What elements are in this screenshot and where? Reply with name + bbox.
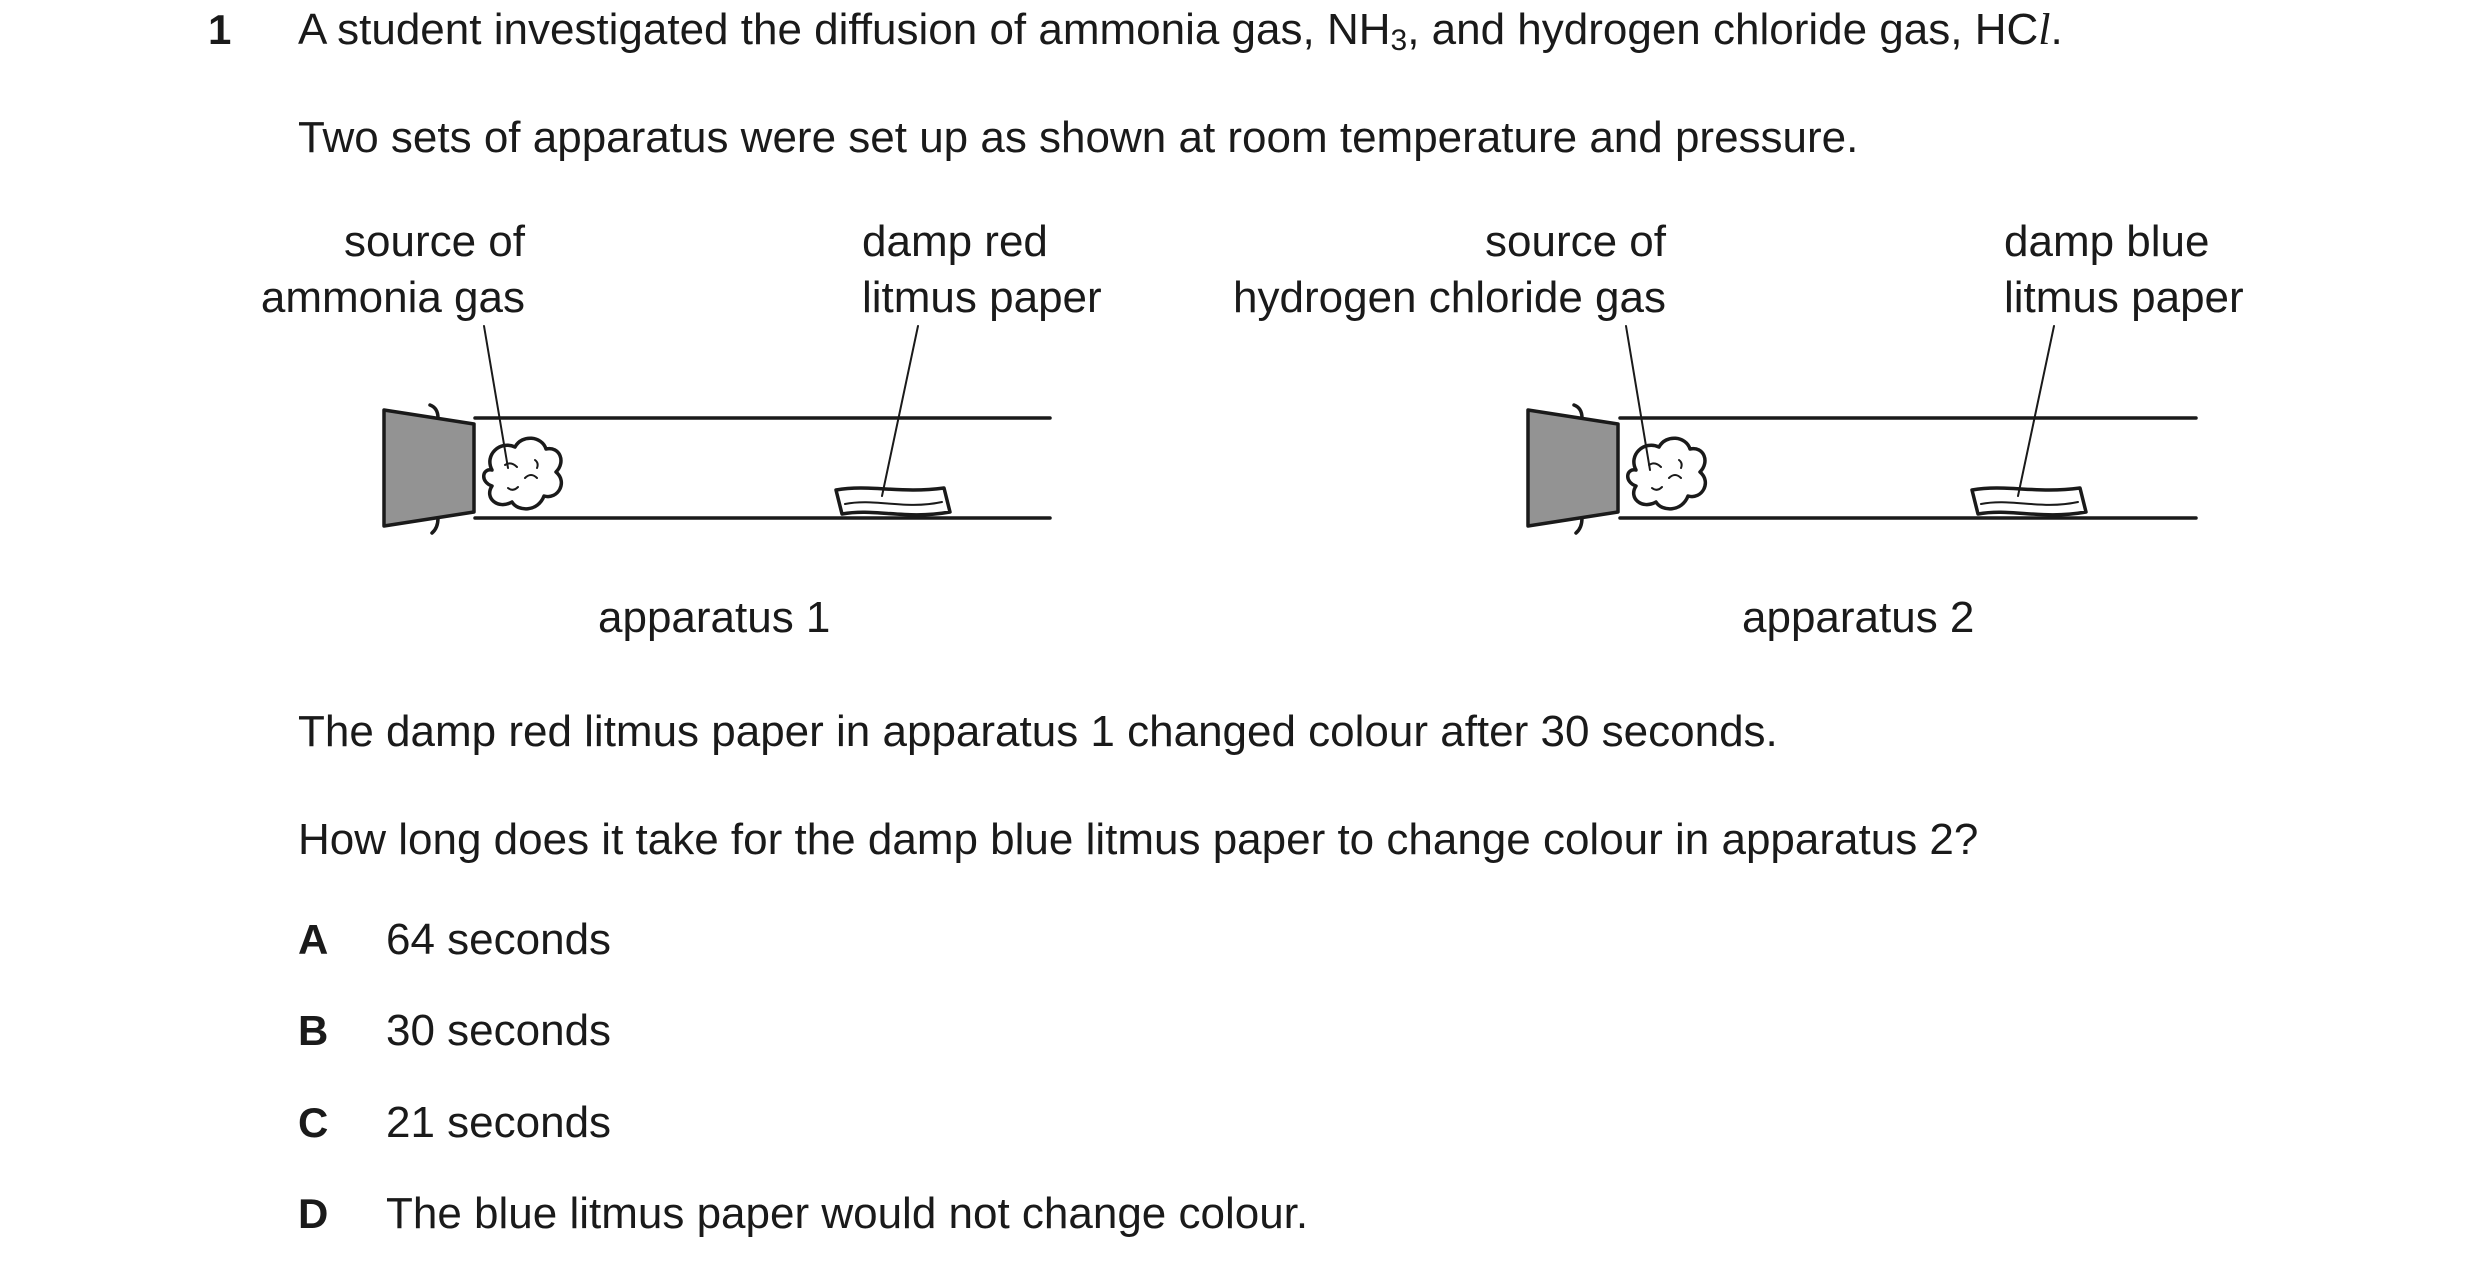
apparatus1-cotton-wool [484,438,562,509]
option-text: 64 seconds [386,915,612,964]
apparatus2-paper-line1: damp blue [2004,217,2210,266]
option-text: 21 seconds [386,1098,612,1147]
apparatus2-source-line1: source of [1485,217,1666,266]
intro-text-1: A student investigated the diffusion of ammonia gas, NH [298,5,1391,54]
prompt-text: How long does it take for the damp blue litmus paper to change colour in apparatus 2? [298,815,1979,864]
apparatus1-source-line2: ammonia gas [260,273,525,322]
apparatus1-source-pointer [484,326,508,468]
apparatus1-caption: apparatus 1 [598,593,831,642]
apparatus2-caption: apparatus 2 [1742,593,1975,642]
option-letter: D [298,1190,329,1237]
apparatus2-litmus-paper [1972,488,2086,515]
option-letter: B [298,1007,329,1054]
apparatus1-paper-pointer [882,326,918,496]
apparatus2-stopper [1528,410,1618,526]
apparatus1-drawing [384,326,1050,533]
statement-text: The damp red litmus paper in apparatus 1 changed colour after 30 seconds. [298,707,1778,756]
option-text: 30 seconds [386,1006,612,1055]
option-letter: A [298,916,329,963]
apparatus1-source-line1: source of [344,217,525,266]
option-letter: C [298,1099,329,1146]
apparatus2-source-line2: hydrogen chloride gas [1233,273,1666,322]
intro-end: . [2050,5,2063,54]
apparatus1-paper-line1: damp red [862,217,1048,266]
apparatus1-litmus-paper [836,488,950,515]
chlorine-l: l [2038,5,2051,54]
apparatus2-cotton-wool [1628,438,1706,509]
apparatus2-paper-pointer [2018,326,2054,496]
apparatus1-stopper [384,410,474,526]
question-number: 1 [208,6,232,53]
ammonia-subscript: 3 [1390,24,1408,57]
apparatus2-paper-line2: litmus paper [2004,273,2244,322]
setup-text: Two sets of apparatus were set up as shown at room temperature and pressure. [298,113,1859,162]
intro-text-2: , and hydrogen chloride gas, HC [1407,5,2039,54]
apparatus2-source-pointer [1626,326,1650,470]
apparatus2-drawing [1528,326,2196,533]
apparatus1-paper-line2: litmus paper [862,273,1102,322]
option-text: The blue litmus paper would not change colour. [386,1189,1309,1238]
